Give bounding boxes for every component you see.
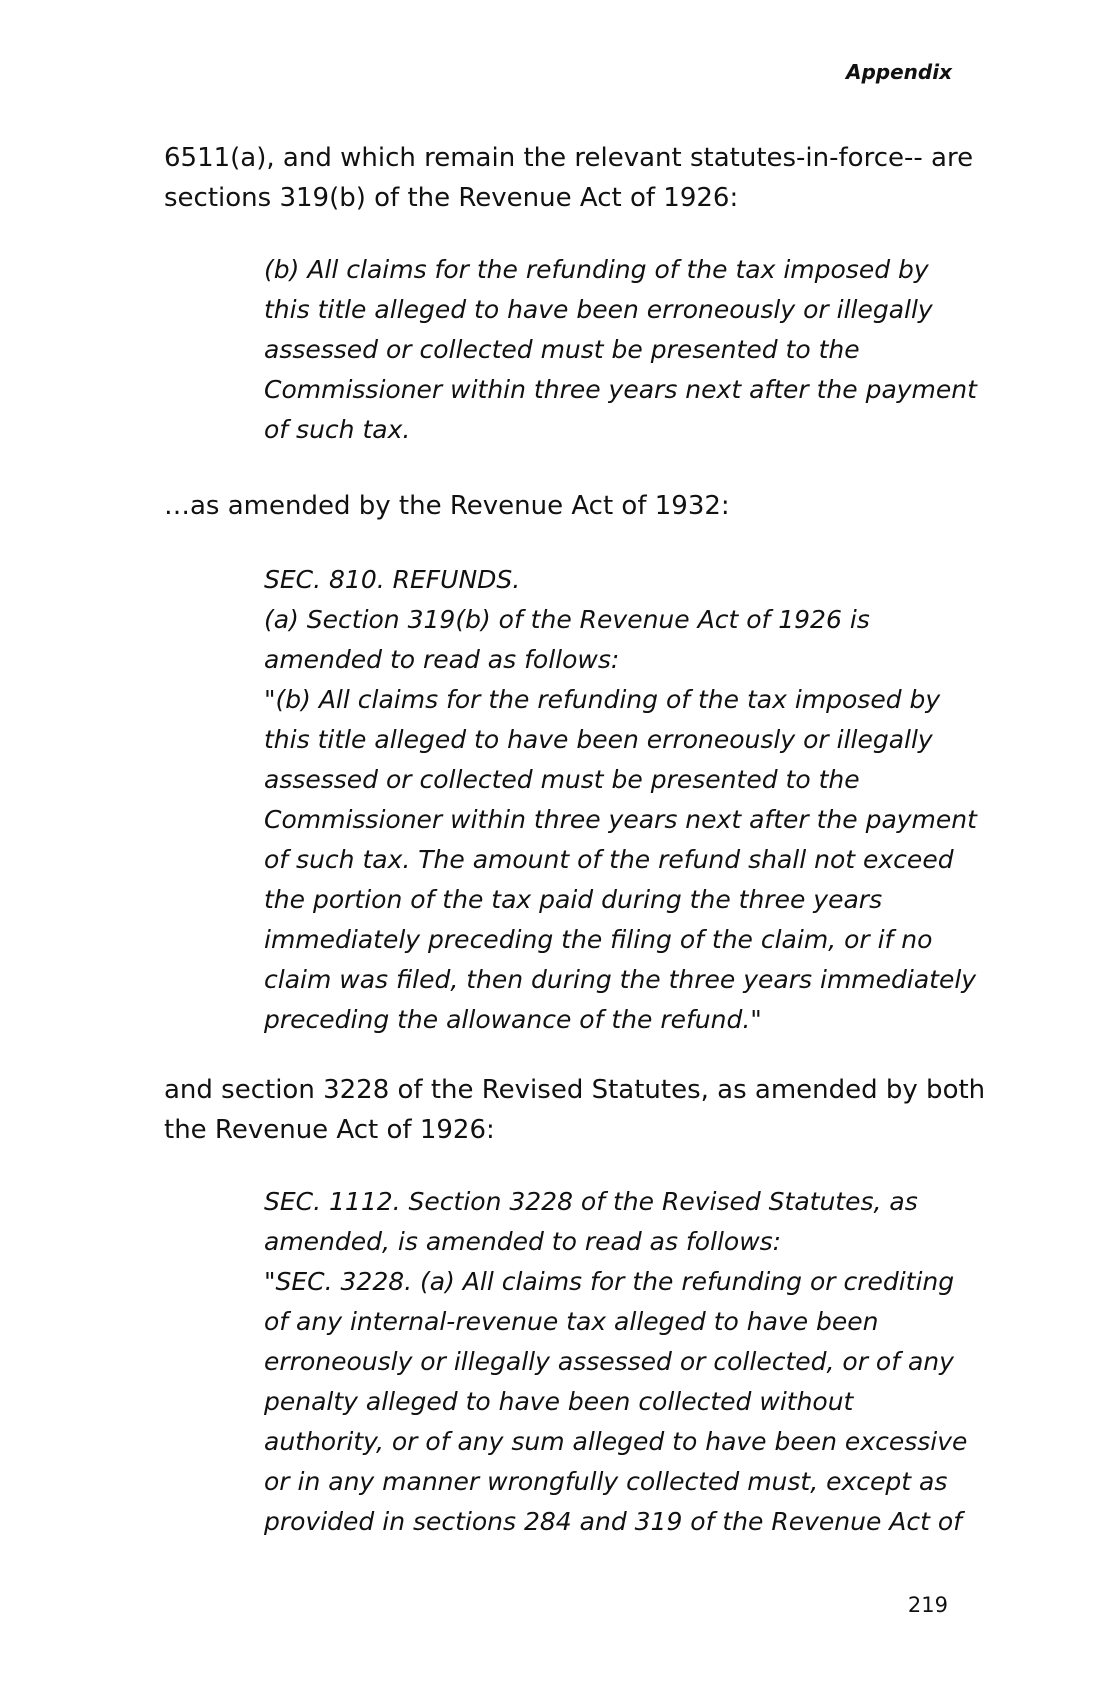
page-number: 219	[907, 1593, 948, 1617]
quote-line: "SEC. 3228. (a) All claims for the refunding or crediting	[264, 1267, 955, 1296]
quote-line: provided in sections 284 and 319 of the Revenue Act of	[264, 1507, 962, 1536]
quote-line: SEC. 1112. Section 3228 of the Revised Statutes, as	[264, 1187, 918, 1216]
quote-line: authority, or of any sum alleged to have been excessive	[264, 1427, 968, 1456]
quote-line: Commissioner within three years next after the payment	[264, 805, 977, 834]
quote-line: Commissioner within three years next after the payment	[264, 375, 977, 404]
quote-line: or in any manner wrongfully collected must, except as	[264, 1467, 948, 1496]
quote-line: (a) Section 319(b) of the Revenue Act of 1926 is	[264, 605, 870, 634]
quote-line: of such tax. The amount of the refund shall not exceed	[264, 845, 954, 874]
text-line: …as amended by the Revenue Act of 1932:	[164, 491, 730, 521]
quote-line: the portion of the tax paid during the three years	[264, 885, 883, 914]
quote-line: claim was filed, then during the three years immediately	[264, 965, 977, 994]
block-quote-sec-810	[264, 560, 977, 1040]
quote-line: amended to read as follows:	[264, 645, 620, 674]
block-quote-sec-1112	[264, 1182, 968, 1542]
text-line: and section 3228 of the Revised Statutes, as amended by both	[164, 1075, 986, 1105]
block-quote-section-319b	[264, 250, 977, 450]
quote-line: amended, is amended to read as follows:	[264, 1227, 782, 1256]
text-line: 6511(a), and which remain the relevant statutes-in-force-- are	[164, 143, 974, 173]
paragraph-intro	[164, 138, 974, 218]
quote-line: SEC. 810. REFUNDS.	[264, 565, 521, 594]
quote-line: "(b) All claims for the refunding of the tax imposed by	[264, 685, 941, 714]
quote-line: preceding the allowance of the refund."	[264, 1005, 762, 1034]
paragraph-amended-1932	[164, 486, 954, 526]
text-line: sections 319(b) of the Revenue Act of 1926:	[164, 183, 739, 213]
quote-line: of any internal-revenue tax alleged to have been	[264, 1307, 879, 1336]
quote-line: penalty alleged to have been collected without	[264, 1387, 854, 1416]
quote-line: (b) All claims for the refunding of the tax imposed by	[264, 255, 929, 284]
quote-line: erroneously or illegally assessed or collected, or of any	[264, 1347, 954, 1376]
paragraph-section-3228	[164, 1070, 986, 1150]
text-line: the Revenue Act of 1926:	[164, 1115, 495, 1145]
quote-line: assessed or collected must be presented to the	[264, 765, 860, 794]
quote-line: immediately preceding the filing of the claim, or if no	[264, 925, 933, 954]
quote-line: of such tax.	[264, 415, 411, 444]
quote-line: this title alleged to have been erroneously or illegally	[264, 725, 933, 754]
running-header: Appendix	[846, 60, 952, 84]
quote-line: this title alleged to have been erroneously or illegally	[264, 295, 933, 324]
quote-line: assessed or collected must be presented to the	[264, 335, 860, 364]
